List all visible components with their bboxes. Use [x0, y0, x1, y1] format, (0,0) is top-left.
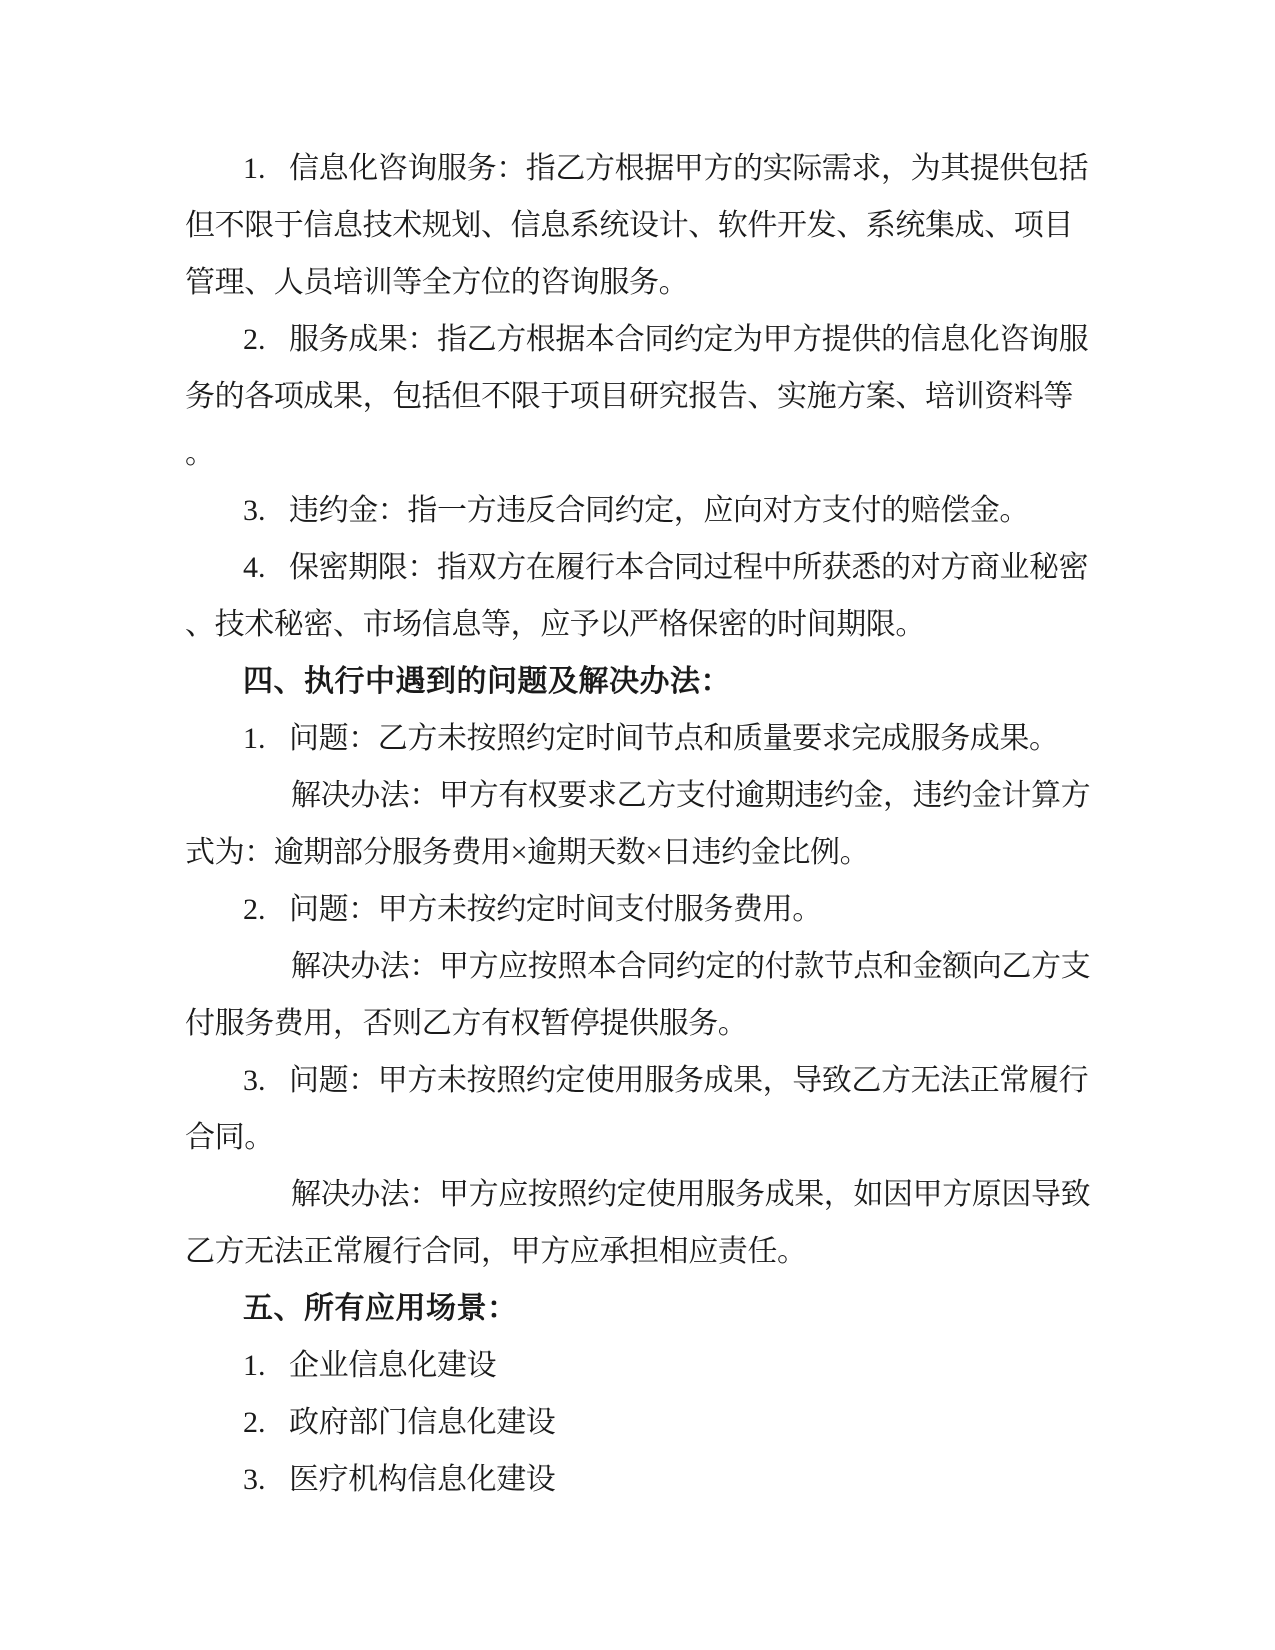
line-text: 解决办法：甲方应按照本合同约定的付款节点和金额向乙方支 [291, 950, 1091, 983]
document-line [185, 1451, 1110, 1508]
list-number: 3. [243, 494, 266, 527]
document-line [185, 197, 1110, 254]
line-text: 务的各项成果，包括但不限于项目研究报告、实施方案、培训资料等 [185, 380, 1073, 413]
document-line [185, 311, 1110, 368]
document-line [185, 1337, 1110, 1394]
document-line [185, 1394, 1110, 1451]
list-number: 1. [243, 722, 266, 755]
document-line [185, 482, 1110, 539]
line-text: 四、执行中遇到的问题及解决办法： [243, 665, 731, 698]
list-number: 1. [243, 152, 266, 185]
document-line [185, 254, 1110, 311]
line-text: 企业信息化建设 [289, 1349, 497, 1382]
line-text: 合同。 [185, 1121, 274, 1154]
line-text: 服务成果：指乙方根据本合同约定为甲方提供的信息化咨询服 [289, 323, 1089, 356]
list-number: 3. [243, 1064, 266, 1097]
line-text: 五、所有应用场景： [243, 1292, 518, 1325]
line-text: 解决办法：甲方有权要求乙方支付逾期违约金，违约金计算方 [291, 779, 1091, 812]
list-number: 1. [243, 1349, 266, 1382]
document-line [185, 710, 1110, 767]
line-text: 保密期限：指双方在履行本合同过程中所获悉的对方商业秘密 [289, 551, 1089, 584]
document-body [185, 140, 1110, 1508]
document-line [185, 425, 1110, 482]
line-text: 问题：甲方未按照约定使用服务成果，导致乙方无法正常履行 [289, 1064, 1089, 1097]
section-heading [185, 653, 1110, 710]
line-text: 管理、人员培训等全方位的咨询服务。 [185, 266, 689, 299]
list-number: 2. [243, 323, 266, 356]
list-number: 3. [243, 1463, 266, 1496]
document-line [185, 995, 1110, 1052]
document-line [185, 938, 1110, 995]
line-text: 、技术秘密、市场信息等，应予以严格保密的时间期限。 [185, 608, 925, 641]
document-line [185, 767, 1110, 824]
list-number: 4. [243, 551, 266, 584]
line-text: 式为：逾期部分服务费用×逾期天数×日违约金比例。 [185, 836, 870, 869]
line-text: 政府部门信息化建设 [289, 1406, 556, 1439]
document-line [185, 1223, 1110, 1280]
list-number: 2. [243, 1406, 266, 1439]
line-text: 付服务费用，否则乙方有权暂停提供服务。 [185, 1007, 748, 1040]
document-line [185, 539, 1110, 596]
document-line [185, 824, 1110, 881]
document-line [185, 1109, 1110, 1166]
document-line [185, 140, 1110, 197]
line-text: 信息化咨询服务：指乙方根据甲方的实际需求，为其提供包括 [289, 152, 1089, 185]
line-text: 乙方无法正常履行合同，甲方应承担相应责任。 [185, 1235, 807, 1268]
document-line [185, 1052, 1110, 1109]
line-text: 但不限于信息技术规划、信息系统设计、软件开发、系统集成、项目 [185, 209, 1073, 242]
line-text: 问题：甲方未按约定时间支付服务费用。 [289, 893, 822, 926]
section-heading [185, 1280, 1110, 1337]
document-line [185, 596, 1110, 653]
line-text: 解决办法：甲方应按照约定使用服务成果，如因甲方原因导致 [291, 1178, 1091, 1211]
line-text: 问题：乙方未按照约定时间节点和质量要求完成服务成果。 [289, 722, 1059, 755]
document-line [185, 1166, 1110, 1223]
line-text: 。 [185, 437, 215, 470]
line-text: 医疗机构信息化建设 [289, 1463, 556, 1496]
line-text: 违约金：指一方违反合同约定，应向对方支付的赔偿金。 [289, 494, 1029, 527]
document-line [185, 881, 1110, 938]
list-number: 2. [243, 893, 266, 926]
document-line [185, 368, 1110, 425]
